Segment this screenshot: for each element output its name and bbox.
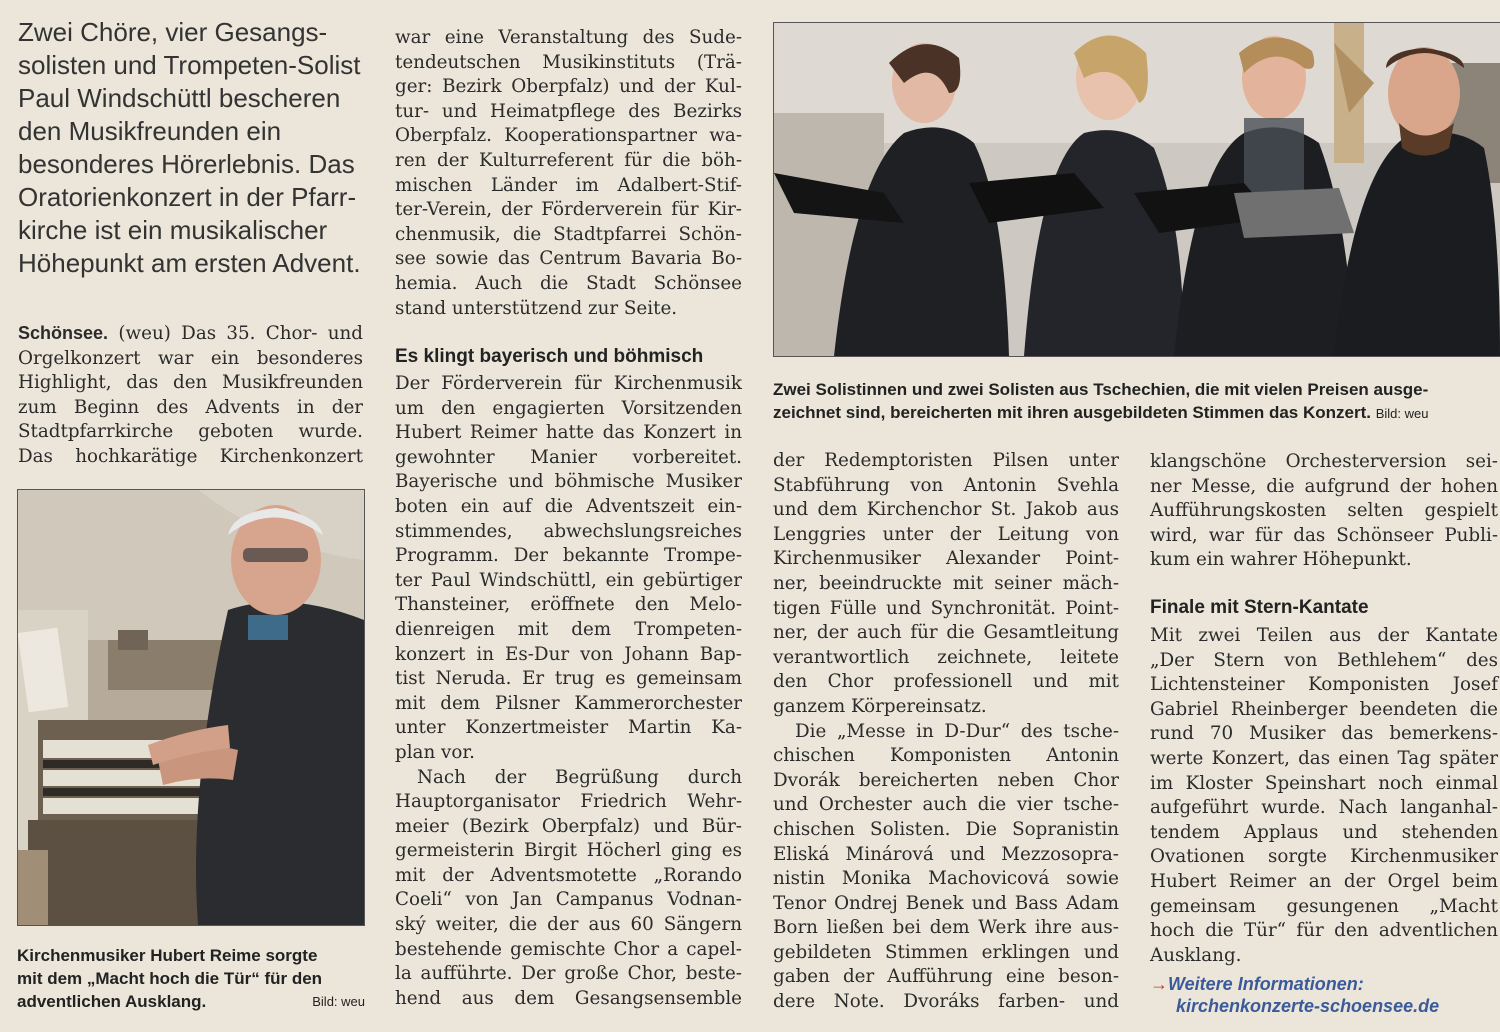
text-line: um den engagierten Vorsitzenden bbox=[395, 397, 742, 419]
text-line: ter-Verein, der Förderverein für Kir- bbox=[395, 199, 742, 221]
text-line: dienreigen mit dem Trompeten- bbox=[395, 618, 742, 640]
text-line: dere Note. Dvoráks farben- und bbox=[773, 991, 1119, 1013]
text-line: mit der Adventsmotette „Rorando bbox=[395, 864, 742, 886]
text-line: tur- und Heimatpflege des Bezirks bbox=[395, 100, 742, 122]
text-line: nistin Monika Machovicová sowie bbox=[773, 868, 1119, 890]
text-line: ner Messe, die aufgrund der hohen bbox=[1150, 475, 1498, 497]
text-line: der Redemptoristen Pilsen unter bbox=[773, 450, 1119, 471]
text-line: germeisterin Birgit Höcherl ging es bbox=[395, 840, 742, 862]
text-line: Born ließen bei dem Werk ihre aus- bbox=[773, 917, 1119, 939]
dateline: Schönsee. bbox=[18, 323, 109, 343]
photo-credit: Bild: weu bbox=[1375, 406, 1429, 421]
column-3 bbox=[773, 449, 1119, 1015]
text-line: Eliská Minárová und Mezzosopra- bbox=[773, 843, 1119, 865]
lead-line: Paul Windschüttl bescheren bbox=[18, 83, 341, 113]
column-2-mid-lines bbox=[395, 372, 742, 766]
text-line: Highlight, das den Musikfreunden bbox=[18, 372, 363, 394]
text-line: tist Neruda. Er trug es gemeinsam bbox=[395, 668, 742, 690]
text-line: Oberpfalz. Kooperationspartner wa- bbox=[395, 125, 742, 147]
text-line: zum Beginn des Advents in der bbox=[18, 396, 363, 418]
singers-photo bbox=[773, 22, 1500, 357]
text-line: rund 70 Musiker das bemerkens- bbox=[1150, 723, 1498, 745]
article-lead bbox=[18, 16, 368, 280]
text-line: Der Förderverein für Kirchenmusik bbox=[395, 373, 742, 394]
text-line: Coeli“ von Jan Campanus Vodnan- bbox=[395, 889, 742, 911]
text-line: boten ein auf die Adventszeit ein- bbox=[395, 495, 742, 517]
text-line: tendem Applaus und stehenden bbox=[1150, 821, 1498, 843]
text-line: plan vor. bbox=[395, 741, 475, 763]
text-line: hoch die Tür“ für den adventlichen bbox=[1150, 920, 1498, 942]
text-line: ner, der auch für die Gesamtleitung bbox=[773, 622, 1119, 644]
text-line: bestehende gemischte Chor a capel- bbox=[395, 938, 742, 960]
organist-photo bbox=[17, 489, 365, 926]
text-line: chischen Komponisten Antonin bbox=[773, 745, 1119, 767]
text-line: Tenor Ondrej Benek und Bass Adam bbox=[773, 892, 1119, 914]
text-line: Mit zwei Teilen aus der Kantate bbox=[1150, 625, 1498, 646]
text-line: ský weiter, die der aus 60 Sängern bbox=[395, 914, 742, 936]
column-3-lines-a bbox=[773, 449, 1119, 720]
text-line: ger: Bezirk Oberpfalz) und der Kul- bbox=[395, 76, 742, 98]
more-info-url[interactable]: kirchenkonzerte-schoensee.de bbox=[1176, 996, 1440, 1016]
lead-line: Höhepunkt am ersten Advent. bbox=[18, 248, 361, 278]
text-line: mit dem Pilsner Kammerorchester bbox=[395, 692, 742, 714]
text-line: chischen Solisten. Die Sopranistin bbox=[773, 818, 1119, 840]
text-line: Die „Messe in D-Dur“ des tsche- bbox=[795, 720, 1119, 742]
caption-line-text: zeichnet sind, bereicherten mit ihren ausgebildeten Stimmen das Konzert. bbox=[773, 403, 1371, 422]
lead-line: Zwei Chöre, vier Gesangs- bbox=[18, 17, 328, 47]
text-line: und Orchester auch die vier tsche- bbox=[773, 794, 1119, 816]
caption-line: Kirchenmusiker Hubert Reime sorgte bbox=[17, 946, 318, 965]
text-line: Nach der Begrüßung durch bbox=[417, 766, 742, 788]
subheading-finale: Finale mit Stern-Kantate bbox=[1150, 597, 1369, 618]
text-line: Hauptorganisator Friedrich Wehr- bbox=[395, 791, 742, 813]
text-line: Aufführungskosten selten gespielt bbox=[1150, 500, 1498, 522]
column-4-bottom bbox=[1150, 624, 1498, 968]
text-line: stimmendes, abwechslungsreiches bbox=[395, 520, 742, 542]
text-line: Hubert Reimer an der Orgel beim bbox=[1150, 870, 1498, 892]
column-4-top bbox=[1150, 450, 1498, 573]
lead-line: den Musikfreunden ein bbox=[18, 116, 282, 146]
text-line: hend aus dem Gesangsensemble bbox=[395, 987, 742, 1009]
arrow-right-icon: → bbox=[1150, 974, 1168, 994]
caption-line: mit dem „Macht hoch die Tür“ für den bbox=[17, 969, 323, 988]
text-line: Ovationen sorgte Kirchenmusiker bbox=[1150, 846, 1498, 868]
more-info bbox=[1150, 973, 1495, 1017]
text-line: ganzem Körpereinsatz. bbox=[773, 695, 987, 717]
text-line: stand unterstützend zur Seite. bbox=[395, 297, 678, 319]
text-line: ner, beeindruckte mit seiner mäch- bbox=[773, 572, 1119, 594]
text-line: Lichtensteiner Komponisten Josef bbox=[1150, 674, 1498, 696]
text-line: Orgelkonzert war ein besonderes bbox=[18, 347, 363, 369]
text-line: Lenggries unter der Leitung von bbox=[773, 523, 1119, 545]
text-line: hemia. Auch die Stadt Schönsee bbox=[395, 272, 742, 294]
text-line: Stadtpfarrkirche geboten wurde. bbox=[18, 421, 363, 443]
text-line: gemeinsam gesungenen „Macht bbox=[1150, 895, 1498, 917]
column-2-bottom-lines bbox=[395, 766, 742, 1012]
text-line: gebildeten Stimmen erklingen und bbox=[773, 941, 1119, 963]
text-line: Ausklang. bbox=[1150, 944, 1242, 966]
organist-caption bbox=[17, 944, 367, 1013]
text-line: Programm. Der bekannte Trompe- bbox=[395, 545, 742, 567]
caption-line: Zwei Solistinnen und zwei Solisten aus Tschechien, die mit vielen Preisen ausge- bbox=[773, 380, 1429, 399]
text-line: meier (Bezirk Oberpfalz) und Bür- bbox=[395, 815, 742, 837]
lead-line: besonderes Hörerlebnis. Das bbox=[18, 149, 355, 179]
organist-illustration bbox=[18, 490, 364, 925]
lead-line: solisten und Trompeten-Solist bbox=[18, 50, 361, 80]
column-4-lines-a bbox=[1150, 450, 1498, 573]
text-line: see sowie das Centrum Bavaria Bo- bbox=[395, 248, 742, 270]
text-line: war eine Veranstaltung des Sude- bbox=[395, 27, 742, 48]
text-line: tigen Fülle und Synchronität. Point- bbox=[773, 597, 1119, 619]
singers-illustration bbox=[774, 23, 1500, 356]
more-info-label-row bbox=[1150, 973, 1495, 995]
lead-line: Oratorienkonzert in der Pfarr- bbox=[18, 182, 357, 212]
caption-line bbox=[17, 990, 367, 1013]
singers-caption bbox=[773, 378, 1500, 425]
column-2-top-lines bbox=[395, 26, 742, 321]
column-2-mid bbox=[395, 372, 742, 1011]
text-line: Gabriel Rheinberger beendeten die bbox=[1150, 698, 1498, 720]
column-1-lines bbox=[18, 347, 363, 470]
first-line bbox=[18, 321, 363, 347]
text-line: gewohnter Manier vorbereitet. bbox=[395, 446, 742, 468]
text-line: unter Konzertmeister Martin Ka- bbox=[395, 717, 742, 739]
text-line: Dvorák bereicherten neben Chor bbox=[773, 769, 1119, 791]
text-line: tendeutschen Musikinstituts (Trä- bbox=[395, 51, 742, 73]
text-line: klangschöne Orchesterversion sei- bbox=[1150, 451, 1498, 472]
text-line: konzert in Es-Dur von Johann Bap- bbox=[395, 643, 742, 665]
text-line: gaben der Aufführung eine beson- bbox=[773, 966, 1119, 988]
text-line: Bayerische und böhmische Musiker bbox=[395, 471, 742, 493]
text-line: Thansteiner, eröffnete den Melo- bbox=[395, 594, 742, 616]
text-line: werte Konzert, das einen Tag später bbox=[1150, 747, 1498, 769]
first-line-text: (weu) Das 35. Chor- und bbox=[118, 323, 364, 344]
text-line: ren der Kulturreferent für die böh- bbox=[395, 149, 742, 171]
column-3-lines-b bbox=[773, 720, 1119, 1015]
column-4-lines-b bbox=[1150, 624, 1498, 968]
subheading-bayerisch: Es klingt bayerisch und böhmisch bbox=[395, 346, 704, 367]
text-line: und dem Kirchenchor St. Jakob aus bbox=[773, 499, 1119, 521]
text-line: la aufführte. Der große Chor, beste- bbox=[395, 963, 742, 985]
text-line: verantwortlich zeichnete, leitete bbox=[773, 646, 1119, 668]
text-line: Kirchenmusiker Alexander Point- bbox=[773, 548, 1119, 570]
caption-line bbox=[773, 401, 1500, 425]
text-line: Hubert Reimer hatte das Konzert in bbox=[395, 422, 742, 444]
text-line: „Der Stern von Bethlehem“ des bbox=[1150, 649, 1498, 671]
text-line: ter Paul Windschüttl, ein gebürtiger bbox=[395, 569, 742, 591]
text-line: wird, war für das Schönseer Publi- bbox=[1150, 524, 1498, 546]
caption-line-text: adventlichen Ausklang. bbox=[17, 992, 207, 1011]
column-2-top bbox=[395, 26, 742, 321]
lead-line: kirche ist ein musikalischer bbox=[18, 215, 328, 245]
text-line: im Kloster Speinshart noch einmal bbox=[1150, 772, 1498, 794]
more-info-label: Weitere Informationen: bbox=[1168, 974, 1364, 994]
column-1 bbox=[18, 321, 363, 470]
photo-credit: Bild: weu bbox=[312, 994, 365, 1009]
text-line: Das hochkarätige Kirchenkonzert bbox=[18, 445, 363, 467]
text-line: chenmusik, die Stadtpfarrei Schön- bbox=[395, 223, 742, 245]
text-line: den Chor professionell und mit bbox=[773, 671, 1119, 693]
text-line: Stabführung von Antonin Svehla bbox=[773, 474, 1119, 496]
text-line: aufgeführt wurde. Nach langanhal- bbox=[1150, 797, 1498, 819]
text-line: kum ein wahrer Höhepunkt. bbox=[1150, 549, 1412, 571]
text-line: mischen Länder im Adalbert-Stif- bbox=[395, 174, 742, 196]
